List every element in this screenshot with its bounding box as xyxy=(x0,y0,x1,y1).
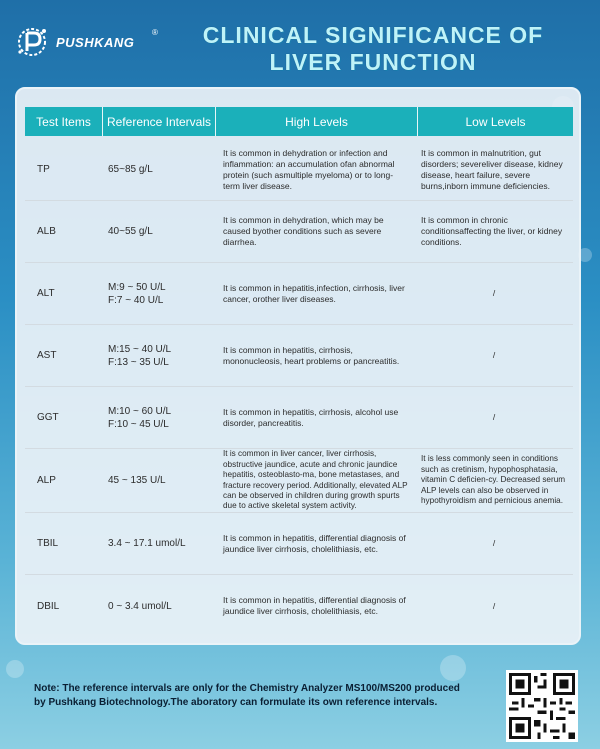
header-low-levels: Low Levels xyxy=(465,114,526,129)
brand-logo xyxy=(14,24,164,60)
low-levels-text: / xyxy=(492,288,496,298)
background-decoration xyxy=(440,655,466,681)
low-levels-text: / xyxy=(492,350,496,360)
low-levels-text: It is common in malnutrition, gut disorders; severeliver disease, kidney disease, heart failure, severe burns,inborn immune deficiencies. xyxy=(421,147,563,191)
low-levels-text: / xyxy=(492,600,496,611)
table-row xyxy=(25,449,573,513)
table-body xyxy=(25,139,573,637)
title-line-1: CLINICAL SIGNIFICANCE OF xyxy=(202,22,544,48)
header-high-levels: High Levels xyxy=(216,107,418,136)
test-item: TP xyxy=(37,164,50,175)
test-item: GGT xyxy=(37,412,59,423)
reference-value: 3.4 ~ 17.1 umol/L xyxy=(108,538,186,549)
reference-value-male: M:9 ~ 50 U/L xyxy=(108,281,166,293)
low-levels-text: / xyxy=(492,538,496,548)
title-line-2: LIVER FUNCTION xyxy=(269,49,477,75)
reference-interval xyxy=(103,325,216,386)
registered-mark: ® xyxy=(152,28,158,37)
table-card xyxy=(15,87,581,645)
test-item: DBIL xyxy=(37,600,60,612)
reference-value: 0 ~ 3.4 umol/L xyxy=(108,600,172,612)
page-title xyxy=(168,22,578,76)
reference-interval xyxy=(103,575,216,637)
header-reference-intervals: Reference Intervals xyxy=(103,107,216,136)
header xyxy=(0,0,600,84)
high-levels-text: It is common in dehydration, which may be caused byother conditions such as severe diarrhea. xyxy=(223,215,384,247)
test-item: AST xyxy=(37,350,57,361)
table-row xyxy=(25,201,573,263)
low-levels-text: It is common in chronic conditionsaffecting the liver, or kidney conditions. xyxy=(421,215,563,247)
high-levels-text: It is common in liver cancer, liver cirrhosis, obstructive jaundice, acute and chronic jaundice hepatitis, osteoblasto-ma, bone metastases, and fracture recovery period. Additionally, elevated ALP can be observed in children during growth spurts due to active skeletal system activity. xyxy=(223,449,408,511)
low-levels-text: / xyxy=(492,412,496,422)
table-row xyxy=(25,263,573,325)
reference-interval xyxy=(103,449,216,512)
table-row xyxy=(25,575,573,637)
reference-value-female: F:13 ~ 35 U/L xyxy=(108,356,169,368)
high-levels-text: It is common in hepatitis, cirrhosis, mononucleosis, heart problems or pancreatitis. xyxy=(223,344,400,366)
table-row xyxy=(25,513,573,575)
qr-code-icon[interactable] xyxy=(506,670,578,742)
reference-interval xyxy=(103,139,216,200)
reference-interval xyxy=(103,263,216,324)
test-item: ALT xyxy=(37,288,55,299)
reference-value-male: M:10 ~ 60 U/L xyxy=(108,405,172,417)
low-levels-text: It is less commonly seen in conditions such as cretinism, hypophosphatasia, vitamin C deficien-cy. Decreased serum ALP levels can also be observed in hypothyroidism and pernicious anemia. xyxy=(421,454,566,506)
test-item: ALP xyxy=(37,475,56,486)
table-row xyxy=(25,325,573,387)
reference-value: 40~55 g/L xyxy=(108,226,153,237)
high-levels-text: It is common in hepatitis,infection, cirrhosis, liver cancer, orother liver diseases. xyxy=(223,282,405,304)
header-test-items: Test Items xyxy=(25,107,103,136)
brand-name: PUSHKANG xyxy=(56,34,135,50)
high-levels-text: It is common in hepatitis, cirrhosis, alcohol use disorder, pancreatitis. xyxy=(223,406,399,428)
high-levels-text: It is common in hepatitis, differential diagnosis of jaundice liver cirrhosis, cholelithiasis, etc. xyxy=(223,595,406,616)
reference-value-female: F:7 ~ 40 U/L xyxy=(108,294,164,306)
reference-interval xyxy=(103,387,216,448)
reference-value-female: F:10 ~ 45 U/L xyxy=(108,418,169,430)
background-decoration xyxy=(6,660,24,678)
reference-value: 65~85 g/L xyxy=(108,164,153,175)
pushkang-logo-icon xyxy=(14,24,52,60)
reference-interval xyxy=(103,513,216,574)
test-item: ALB xyxy=(37,226,56,237)
reference-value: 45 ~ 135 U/L xyxy=(108,475,166,486)
footnote: Note: The reference intervals are only for the Chemistry Analyzer MS100/MS200 produced by Pushkang Biotechnology.The aboratory can formulate its own reference intervals. xyxy=(34,683,460,708)
test-item: TBIL xyxy=(37,538,59,549)
reference-interval xyxy=(103,201,216,262)
reference-value-male: M:15 ~ 40 U/L xyxy=(108,343,172,355)
table-row xyxy=(25,139,573,201)
table-header xyxy=(25,107,573,136)
high-levels-text: It is common in dehydration or infection and inflammation: an accumulation ofan abnormal protein (such asmultiple myeloma) or to long-term liver disease. xyxy=(223,147,395,191)
high-levels-text: It is common in hepatitis, differential diagnosis of jaundice liver cirrhosis, cholelithiasis, etc. xyxy=(223,532,406,554)
table-row xyxy=(25,387,573,449)
